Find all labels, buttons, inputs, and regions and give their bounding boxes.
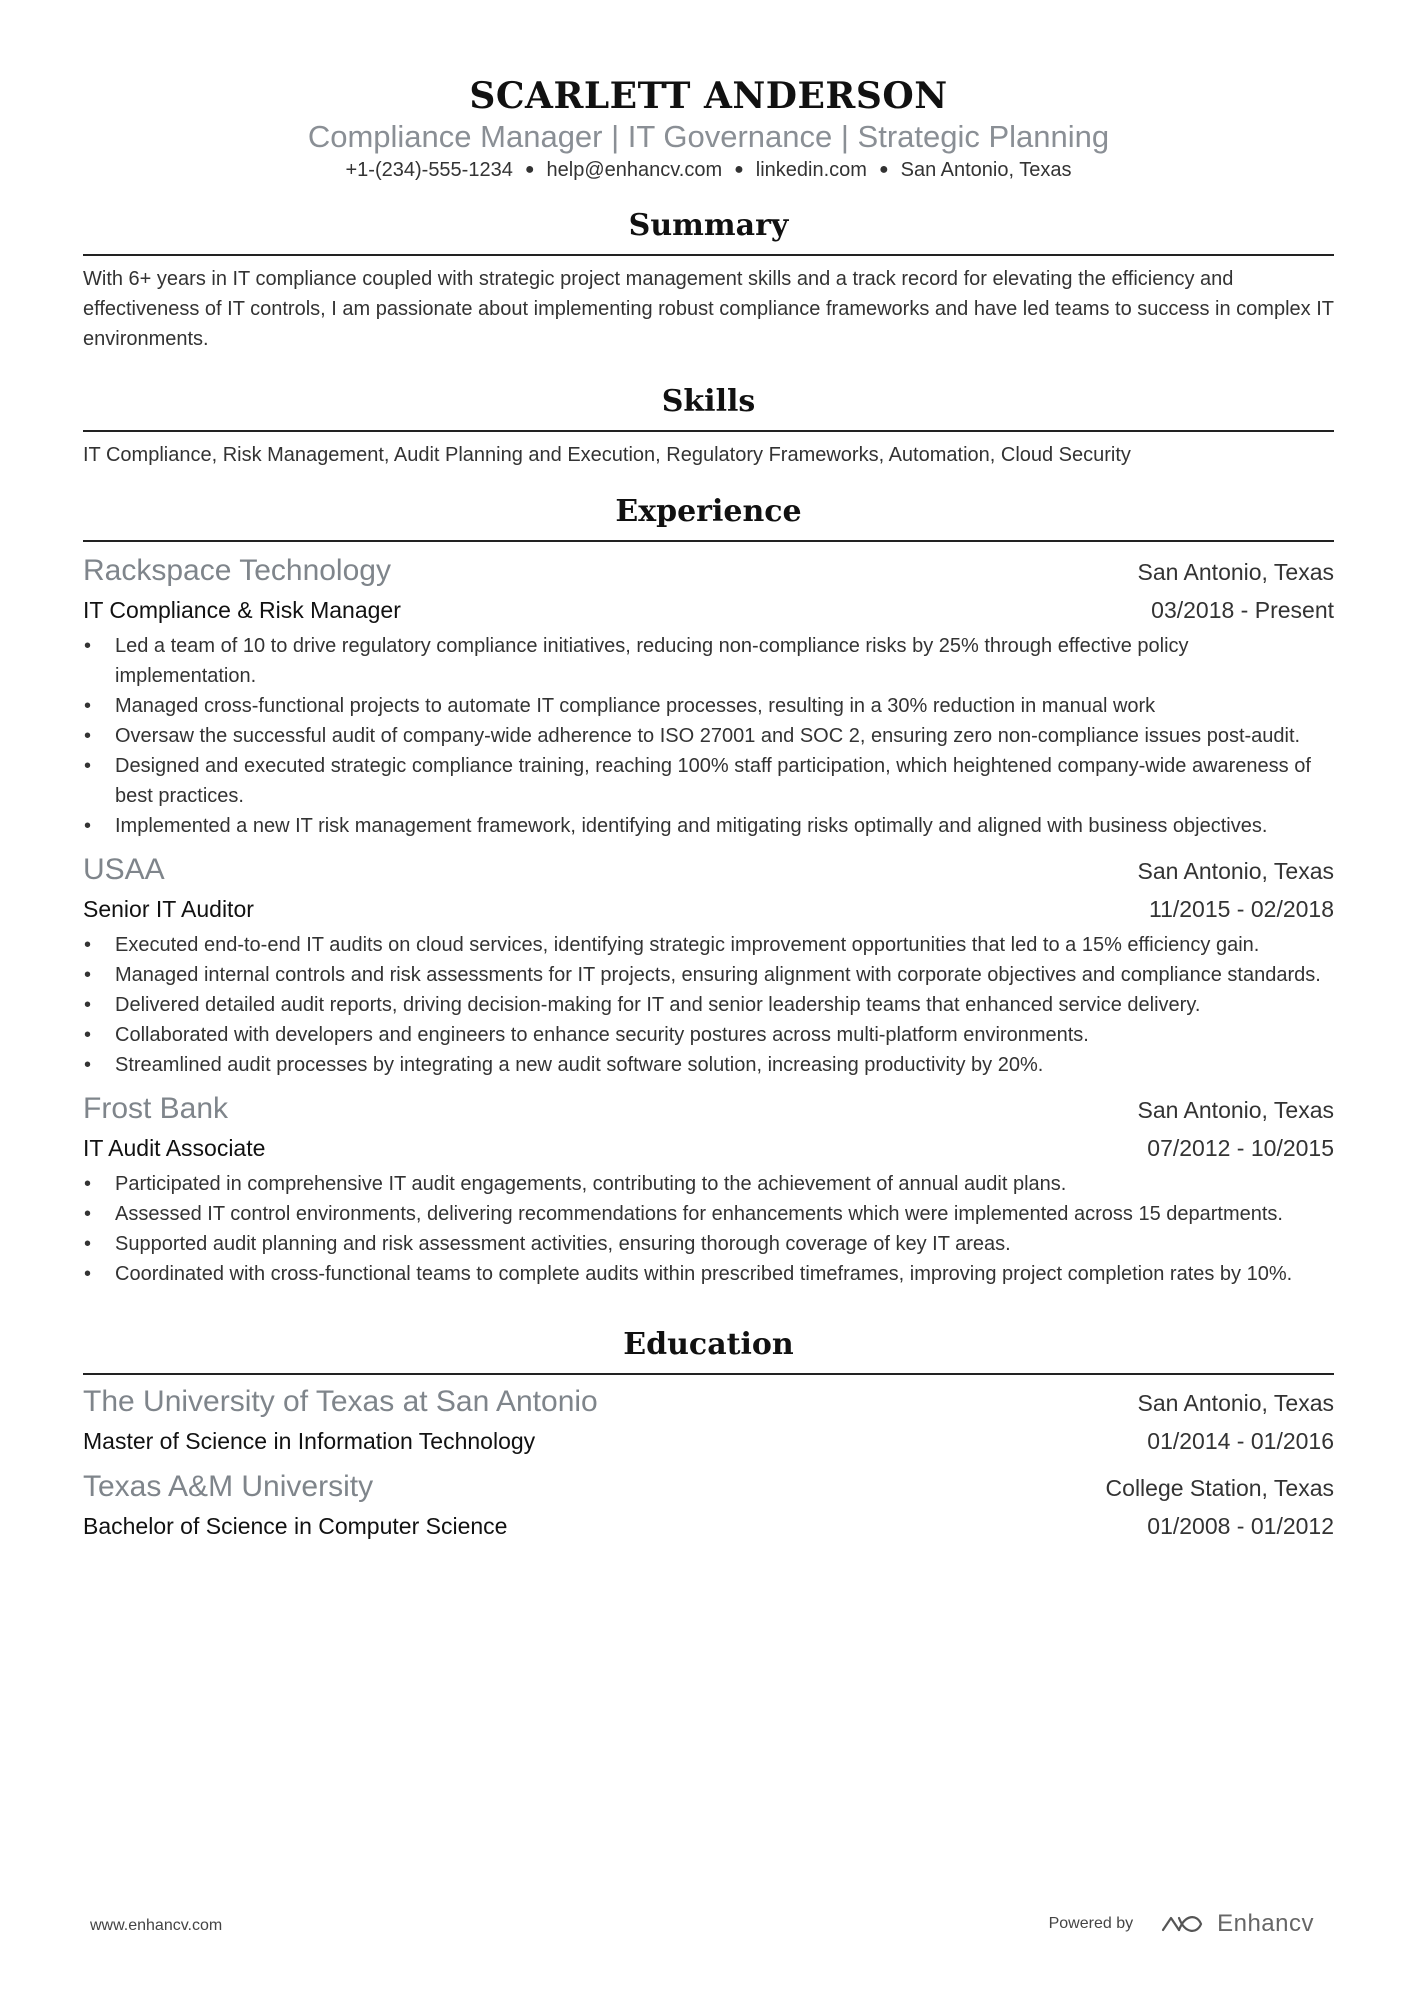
section-title-education: Education: [83, 1325, 1334, 1375]
education-entry: [83, 1383, 1334, 1460]
contact-email[interactable]: help@enhancv.com: [546, 159, 723, 181]
contact-linkedin[interactable]: linkedin.com: [755, 159, 867, 181]
entry-header-row: [83, 851, 1334, 890]
list-item: • Supported audit planning and risk assessment activities, ensuring thorough coverage of key IT areas.: [83, 1229, 1334, 1259]
job-title: Senior IT Auditor: [83, 896, 254, 922]
enhancv-logo-icon: [1159, 1912, 1207, 1936]
list-item: • Collaborated with developers and engineers to enhance security postures across multi-platform environments.: [83, 1020, 1334, 1050]
section-title-summary: Summary: [83, 206, 1334, 256]
entry-header-row: [83, 1090, 1334, 1129]
job-location: San Antonio, Texas: [1137, 858, 1334, 884]
school-location: College Station, Texas: [1105, 1475, 1334, 1501]
list-item: • Designed and executed strategic compliance training, reaching 100% staff participation, which heightened company-wide awareness of best practices.: [83, 751, 1334, 811]
entry-subheader-row: [83, 1129, 1334, 1167]
degree-name: Bachelor of Science in Computer Science: [83, 1513, 508, 1539]
company-name: USAA: [83, 853, 165, 886]
brand-name[interactable]: Enhancv: [1217, 1910, 1314, 1937]
powered-by-label: Powered by: [1048, 1915, 1134, 1932]
education-dates: 01/2008 - 01/2012: [1147, 1513, 1334, 1539]
list-item: • Led a team of 10 to drive regulatory compliance initiatives, reducing non-compliance risks by 25% through effective policy implementation.: [83, 631, 1334, 691]
list-item: • Oversaw the successful audit of company-wide adherence to ISO 27001 and SOC 2, ensuring zero non-compliance issues post-audit.: [83, 721, 1334, 751]
list-item: • Executed end-to-end IT audits on cloud services, identifying strategic improvement opportunities that led to a 15% efficiency gain.: [83, 930, 1334, 960]
section-title-skills: Skills: [83, 382, 1334, 432]
school-name: Texas A&M University: [83, 1470, 374, 1503]
job-title: IT Audit Associate: [83, 1135, 266, 1161]
job-bullets: [83, 631, 1334, 841]
entry-subheader-row: [83, 1507, 1334, 1545]
list-item: • Streamlined audit processes by integrating a new audit software solution, increasing productivity by 20%.: [83, 1050, 1334, 1080]
education-entry: [83, 1468, 1334, 1545]
job-dates: 03/2018 - Present: [1151, 597, 1334, 623]
company-name: Rackspace Technology: [83, 554, 391, 587]
list-item: • Implemented a new IT risk management framework, identifying and mitigating risks optimally and aligned with business objectives.: [83, 811, 1334, 841]
list-item: • Managed cross-functional projects to automate IT compliance processes, resulting in a 30% reduction in manual work: [83, 691, 1334, 721]
experience-entry: [83, 552, 1334, 841]
company-name: Frost Bank: [83, 1092, 229, 1125]
job-bullets: [83, 1169, 1334, 1289]
summary-text: With 6+ years in IT compliance coupled with strategic project management skills and a track record for elevating the efficiency and effectiveness of IT controls, I am passionate about implementing robust compliance frameworks and have led teams to success in complex IT environments.: [83, 268, 1334, 350]
degree-name: Master of Science in Information Technology: [83, 1428, 536, 1454]
list-item: • Assessed IT control environments, delivering recommendations for enhancements which were implemented across 15 departments.: [83, 1199, 1334, 1229]
contact-line: [83, 156, 1334, 184]
school-name: The University of Texas at San Antonio: [83, 1385, 598, 1418]
skills-text: IT Compliance, Risk Management, Audit Planning and Execution, Regulatory Frameworks, Automation, Cloud Security: [83, 444, 1131, 466]
candidate-name: SCARLETT ANDERSON: [469, 75, 948, 117]
job-dates: 07/2012 - 10/2015: [1147, 1135, 1334, 1161]
list-item: • Delivered detailed audit reports, driving decision-making for IT and senior leadership teams that enhanced service delivery.: [83, 990, 1334, 1020]
education-dates: 01/2014 - 01/2016: [1147, 1428, 1334, 1454]
school-location: San Antonio, Texas: [1137, 1390, 1334, 1416]
entry-subheader-row: [83, 890, 1334, 928]
experience-entry: [83, 851, 1334, 1080]
footer-branding: [1049, 1910, 1314, 1938]
candidate-headline: Compliance Manager | IT Governance | Strategic Planning: [307, 119, 1110, 154]
job-bullets: [83, 930, 1334, 1080]
section-title-experience: Experience: [83, 492, 1334, 542]
job-title: IT Compliance & Risk Manager: [83, 597, 401, 623]
entry-subheader-row: [83, 1422, 1334, 1460]
job-dates: 11/2015 - 02/2018: [1148, 896, 1334, 922]
bullet-separator: ●: [524, 161, 535, 178]
entry-header-row: [83, 1468, 1334, 1507]
job-location: San Antonio, Texas: [1137, 559, 1334, 585]
entry-header-row: [83, 552, 1334, 591]
list-item: • Coordinated with cross-functional teams to complete audits within prescribed timeframes, improving project completion rates by 10%.: [83, 1259, 1334, 1289]
list-item: • Managed internal controls and risk assessments for IT projects, ensuring alignment with corporate objectives and compliance standards.: [83, 960, 1334, 990]
contact-location: San Antonio, Texas: [900, 159, 1072, 181]
entry-header-row: [83, 1383, 1334, 1422]
experience-entry: [83, 1090, 1334, 1289]
entry-subheader-row: [83, 591, 1334, 629]
bullet-separator: ●: [734, 161, 744, 178]
bullet-separator: ●: [878, 161, 889, 178]
list-item: • Participated in comprehensive IT audit engagements, contributing to the achievement of annual audit plans.: [83, 1169, 1334, 1199]
contact-phone: +1-(234)-555-1234: [345, 159, 513, 181]
job-location: San Antonio, Texas: [1137, 1097, 1334, 1123]
resume-page: [83, 0, 1334, 1545]
footer-website[interactable]: www.enhancv.com: [90, 1917, 223, 1934]
